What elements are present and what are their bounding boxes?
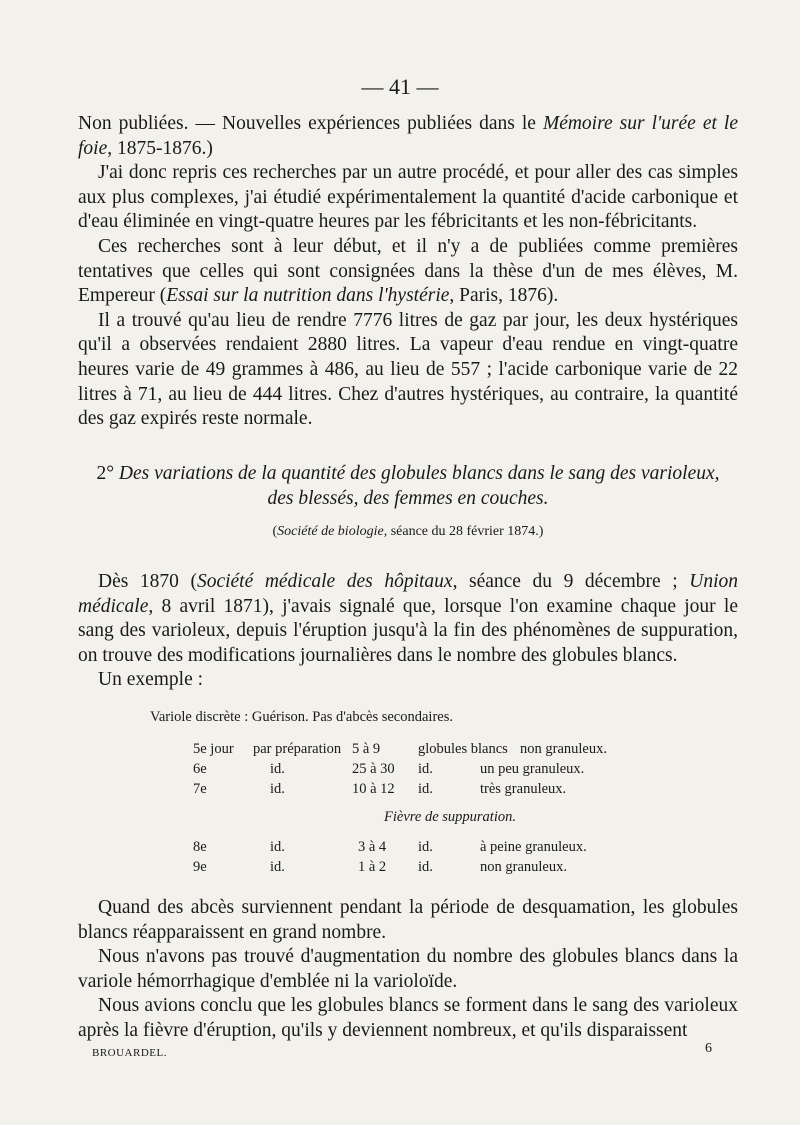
text-block-middle [78,570,738,693]
paragraph-2: J'ai donc repris ces recherches par un autre procédé, et pour aller des cas simples aux plus complexes, j'ai étudié expérimentalement la quantité d'acide carbonique et d'eau éliminée en vingt-quatre heures par les fébricitants et les non-fébricitants. [78,162,738,233]
heading-line-2: des blessés, des femmes en couches. [267,488,549,509]
heading-number: 2° [96,463,119,484]
cell-count: 5 à 9 [352,741,381,757]
cell-ref: id. [418,839,433,855]
cell-day: 6e [193,761,207,777]
cell-ref: id. [418,781,433,797]
page-number: — 41 — [361,74,439,99]
heading-text-1: Des variations de la quantité des globules blancs dans le sang des varioleux, [118,463,720,484]
paragraph-1 [78,112,738,161]
text-block-bottom [78,896,738,1044]
cell-count: 3 à 4 [358,839,387,855]
table-row [150,758,710,778]
para5-journal: Union médicale [78,571,738,617]
paragraph-5 [78,570,738,668]
cell-desc: un peu granuleux. [480,761,585,777]
example-label: Un exemple : [98,669,204,691]
paragraph-7: Nous n'avons pas trouvé d'augmentation du nombre des globules blancs dans la variole hémorrhagique d'emblée ni la varioloïde. [78,946,738,992]
para1-text: Non publiées. — Nouvelles expériences publiées dans le [78,113,543,134]
paragraph-6: Quand des abcès surviennent pendant la période de desquamation, les globules blancs réapparaissent en grand nombre. [78,897,738,943]
cell-mode: id. [270,781,285,797]
para5-c: , 8 avril 1871), j'avais signalé que, lorsque l'on examine chaque jour le sang des varioleux, depuis l'éruption jusqu'à la fin des phénomènes de suppuration, on trouve des modifications journalières dans le nombre des globules blancs. [78,595,738,666]
source-date: séance du 28 février 1874.) [387,524,544,539]
para3-tail: , Paris, 1876). [449,285,559,307]
table-row [150,856,710,876]
paragraph-8: Nous avions conclu que les globules blancs se forment dans le sang des varioleux après la fièvre d'éruption, qu'ils y deviennent nombreux, et qu'ils disparaissent [78,995,738,1041]
cell-mode: id. [270,761,285,777]
cell-day: 9e [193,859,207,875]
cell-count: 1 à 2 [358,859,387,875]
cell-ref: id. [418,761,433,777]
cell-desc: non granuleux. [520,741,607,757]
table-row [150,778,710,798]
cell-day: 7e [193,781,207,797]
source-citation [78,524,738,540]
source-society: Société de biologie, [277,524,388,539]
table-title: Variole discrète : Guérison. Pas d'abcès secondaires. [150,709,453,725]
para1-tail: , 1875-1876.) [107,137,213,159]
table-row [150,738,710,758]
cell-mode: id. [270,859,285,875]
section-heading [78,461,738,511]
cell-mode: par préparation [253,741,342,757]
para3-title: Essai sur la nutrition dans l'hystérie [166,285,450,307]
cell-mode: id. [270,839,285,855]
cell-count: 10 à 12 [352,781,395,797]
heading-line-1 [78,461,738,486]
cell-ref: id. [418,859,433,875]
para5-a: Dès 1870 ( [98,571,197,592]
cell-day: 8e [193,839,207,855]
cell-desc: non granuleux. [480,859,567,875]
text-block-top [78,112,738,432]
source-open: ( [272,524,278,539]
para3-text: Ces recherches sont à leur début, et il n'y a de publiées comme premières tentatives que celles qui sont consignées dans la thèse d'un de mes élèves, M. Empereur ( [78,235,738,307]
cell-desc: à peine granuleux. [480,839,587,855]
paragraph-3 [78,235,738,309]
footer-signature: 6 [705,1041,712,1056]
para5-society: Société médicale des hôpitaux [196,571,453,592]
footer-author: BROUARDEL. [92,1047,167,1059]
cell-ref: globules blancs [418,741,508,757]
case-table [150,706,710,876]
para5-b: , séance du 9 décembre ; [452,571,690,592]
paragraph-4: Il a trouvé qu'au lieu de rendre 7776 litres de gaz par jour, les deux hystériques qu'il a observées rendaient 2880 litres. La vapeur d'eau rendue en vingt-quatre heures varie de 49 grammes à 486, au lieu de 557 ; l'acide carbonique varie de 22 litres à 71, au lieu de 444 litres. Chez d'autres hystériques, au contraire, la quantité des gaz expirés reste normale. [78,309,738,430]
table-row [150,836,710,856]
para1-title: Mémoire sur l'urée et le foie [78,113,738,159]
table-subtitle: Fièvre de suppuration. [384,809,516,825]
cell-desc: très granuleux. [480,781,567,797]
cell-count: 25 à 30 [352,761,395,777]
cell-day: 5e jour [193,741,234,757]
